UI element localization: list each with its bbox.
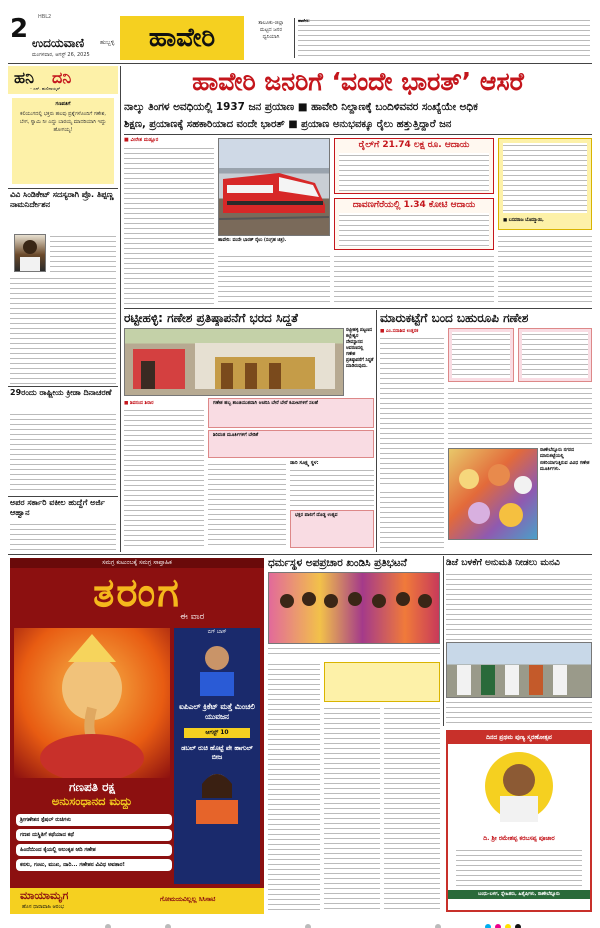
market-box-1 xyxy=(448,328,514,382)
cricket-line: ಐಪಿಎಲ್ ಕ್ರಿಕೆಟ್ ಮತ್ತೆ ಮಿಂಚಲಿ ಯುವಜನ xyxy=(179,702,255,721)
poem-text: ಕಲಿಯುಗದಲ್ಲಿ ಭಕ್ತರು ಹಲವು ಪ್ರಶ್ನೆಗಳೊಂದಿಗೆ ಗಣೇಶ, ಬೇಗ, ಸ್ವಾಮಿ ನೀ ಎದ್ದು ಬಾರಯ್ಯ ಮಾದರಿಯಾಗಿ ಇದ್ದು ಹೋಗಯ್ಯ! xyxy=(19,111,107,133)
poem-box xyxy=(12,98,114,184)
market-headline: ಮಾರುಕಟ್ಟೆಗೆ ಬಂದ ಬಹುರೂಪಿ ಗಣೇಶ xyxy=(380,311,529,325)
story1-text-b xyxy=(10,276,116,384)
taranga-title: ತರಂಗ xyxy=(93,570,181,616)
person-icon xyxy=(15,235,45,271)
quote-box xyxy=(498,138,592,230)
page-number: 2 xyxy=(10,16,29,42)
officials-icon xyxy=(447,643,591,697)
story1-text-a xyxy=(50,234,116,272)
ganesha-headline: ರಟ್ಟೀಹಳ್ಳಿ: ಗಣೇಶ ಪ್ರತಿಷ್ಠಾಪನೆಗೆ ಭರದ ಸಿದ್ಧತೆ xyxy=(124,311,298,325)
market-col-3 xyxy=(380,490,444,548)
ganesha-illustration xyxy=(14,628,170,778)
market-col-2 xyxy=(448,386,592,444)
market-box-2 xyxy=(518,328,592,382)
footer-left: ಮಾಯಾಮೃಗ xyxy=(20,889,69,902)
taranga-tagline: ಸಮಗ್ರ ಕುಟುಂಬಕ್ಕೆ ಸಮಗ್ರ ಸಾಪ್ತಾಹಿಕ xyxy=(10,558,264,568)
column-title-2: ದನಿ xyxy=(52,68,72,87)
person-photo xyxy=(14,234,46,272)
taranga-weekday: ಈ ವಾರ xyxy=(180,612,205,622)
taranga-footer xyxy=(10,888,264,914)
ganesha-byline: ■ ಶಿವನಂದ ಶಿರಾರ xyxy=(124,401,154,406)
bullet-1: ಶ್ರೀಗಣೇಶನ ಸ್ಪೆಷಲ್ ರುಚಿಗಳು xyxy=(16,814,172,826)
paper-suffix: ಹುಬ್ಬಳ್ಳಿ xyxy=(100,39,115,46)
ganesha-box-3 xyxy=(290,510,374,548)
story2-title: 29ರಂದು ರಾಷ್ಟ್ರೀಯ ಕ್ರೀಡಾ ದಿನಾಚರಣೆ xyxy=(10,388,112,397)
dj-photo xyxy=(446,642,592,698)
revenue-box-2 xyxy=(334,198,494,250)
protest-col-2 xyxy=(324,706,380,912)
ganesha-col-2 xyxy=(208,462,286,548)
edition-label: ಹಾವೇರಿ xyxy=(148,23,216,53)
sidebar xyxy=(8,66,118,552)
temple-photo xyxy=(124,328,344,396)
story3-text xyxy=(10,522,116,550)
bureau-line-2: ಮಟ್ಟದ ಜನರ xyxy=(260,27,282,33)
lead-col-1 xyxy=(124,146,214,306)
dj-headline: ಡಿಜೆ ಬಳಕೆಗೆ ಅನುಮತಿ ನೀಡಲು ಮನವಿ xyxy=(446,558,560,568)
taranga-side-panel xyxy=(174,628,260,884)
ganesha-subhead: ಡಾರಿ ಸೂಕ್ಷ್ಮ ಸ್ಥಳ: xyxy=(290,460,319,466)
ganesha-box-2 xyxy=(208,430,374,458)
ganesha-box-3-text: ಭಕ್ತರ ಪಾಲಿಗೆ ದೊಡ್ಡ ಉತ್ಸವ xyxy=(295,513,338,518)
top-blurb-text xyxy=(298,18,590,60)
masthead xyxy=(8,12,592,62)
market-byline: ■ ಎಂ.ಸದಾಶಿವ ಉತ್ತರಕ xyxy=(380,329,419,334)
cover-line-2: ಅನುಸಂಧಾನದ ಮದ್ದು xyxy=(51,794,133,808)
train-icon xyxy=(219,139,329,235)
taranga-ad xyxy=(10,558,264,914)
tribute-footer: ಬಂಧು-ಬಳಗ, ಸ್ನೇಹಿತರು, ಹಿತೈಷಿಗಳು, ರಾಣೇಬೆನ್ನೂರು xyxy=(448,890,590,899)
dj-col-1 xyxy=(446,572,592,640)
column-subtitle: ಗಣಪತಿಗೆ xyxy=(55,101,71,107)
footer-right: ಗೋಮಯವಿಲ್ಲಲ್ಲ ಸಿಸಿಸಾಟಿ xyxy=(160,895,216,903)
market-col-1 xyxy=(380,336,444,486)
protest-col-3 xyxy=(384,706,440,912)
train-photo xyxy=(218,138,330,236)
woman-icon xyxy=(174,764,260,824)
registration-marks xyxy=(8,916,592,924)
top-blurb-lead: ಹಾವೇರಿ: xyxy=(298,18,310,23)
edition-code: HBL2 xyxy=(38,14,52,20)
story2-text xyxy=(10,412,116,494)
tribute-portrait-icon xyxy=(448,744,590,830)
bureau-line-3: ಧ್ವನಿಯಾಗಿ xyxy=(262,34,280,40)
footer-left-sub: ಹೊಸ ಧಾರಾವಾಹಿ ಆರಂಭ xyxy=(22,904,65,910)
lead-byline: ■ ವೀರೇಶ ಮಡ್ಲೂರ xyxy=(124,137,159,143)
ganesha-box-1-text: ಗಣೇಶ ಹಬ್ಬ ಶಾಂತಿಯುತವಾಗಿ ಆಚರಿಸಿ ಬೇರೆ ಬೇರೆ ಕಮೀಟಿಗಳಿಗೆ ಸಲಹೆ xyxy=(213,401,318,406)
column-author: – ಎನ್. ಹುಲಿನಾಯ್ಕರ್ xyxy=(30,86,61,91)
ganesha-col-3 xyxy=(290,468,374,508)
bullet-2: ಗಣಪ ದುಸ್ಥಿತಿಗೆ ಕಥೆಯಾದ ಕಥೆ xyxy=(16,829,172,841)
idols-photo xyxy=(448,448,538,540)
bullet-3: ಹಿಂದೆಯಿಂದ ಕೈಯಲ್ಲಿ ಅಲಂಕೃತ ಆದಿ ಗಣೇಶ xyxy=(16,844,172,856)
ganesha-col-1 xyxy=(124,408,204,548)
cover-line-1: ಗಣಪತಿ ರಕ್ಷ xyxy=(68,780,116,794)
protest-photo xyxy=(268,572,440,644)
column-title-1: ಹನಿ xyxy=(14,68,34,87)
ganesha-icon xyxy=(14,628,170,778)
tribute-name: ದಿ. ಶ್ರೀ ರಮೇಶಪ್ಪ ಕರಬಸಪ್ಪ ಪೂಜಾರ xyxy=(483,835,555,842)
protest-col-1 xyxy=(268,662,320,912)
story3-title: ಅಪರ ಸರ್ಕಾರಿ ವಕೀಲ ಹುದ್ದೆಗೆ ಅರ್ಜಿ ಆಹ್ವಾನ xyxy=(10,498,105,517)
train-photo-caption: ಹಾವೇರಿ: ವಂದೇ ಭಾರತ್ ರೈಲು (ಸಂಗ್ರಹ ಚಿತ್ರ). xyxy=(218,238,287,243)
ganesha-idols-icon xyxy=(449,449,537,539)
recipe-line: ಡಬಲ್ ರುಚಿ ಹೊಟ್ಟೆ ಪೇ ಹಾಗುಲ್ ಬೀಜ xyxy=(181,744,253,761)
date-badge: ಆಗಸ್ಟ್ 10 xyxy=(184,728,250,738)
tribute-header: ದಿನದ ಪ್ರಥಮ ಪುಣ್ಯ ಸ್ಮರಣೋತ್ಸವ xyxy=(448,732,590,744)
temple-icon xyxy=(125,329,343,395)
crowd-icon xyxy=(269,573,439,643)
ganesha-box-2-text: ಶಿರಿವಂತ ಮೂರ್ತಿಗಳಿಗೆ ಬೇಡಿಕೆ xyxy=(213,433,259,438)
lead-deck-2: ಶಿಕ್ಷಣ, ಪ್ರಯಾಣಕ್ಕೆ ಸಹಕಾರಿಯಾದ ವಂದೇ ಭಾರತ್ ■ ಪ್ರಯಾಣ ಅನುಭವಕ್ಕೂ ರೈಲು ಹತ್ತುತ್ತಿದ್ದಾರೆ ಜನ xyxy=(124,119,452,130)
lead-col-4 xyxy=(498,234,592,306)
quote-author: ■ ಬಸವರಾಜ ಬೊಮ್ಮಾಯಿ, xyxy=(503,218,544,223)
side-header: ಬಿಗ್ ಬಾಸ್ xyxy=(207,629,227,635)
lead-deck-1: ನಾಲ್ಕು ತಿಂಗಳ ಅವಧಿಯಲ್ಲಿ 1937 ಜನ ಪ್ರಯಾಣ ■ ಹಾವೇರಿ ನಿಲ್ದಾಣಕ್ಕೆ ಬಂದಿಳಿವವರ ಸಂಖ್ಯೆಯೇ ಅಧಿಕ xyxy=(124,101,478,113)
protest-headline: ಧರ್ಮಸ್ಥಳ ಅಪಪ್ರಚಾರ ಖಂಡಿಸಿ ಪ್ರತಿಭಟನೆ xyxy=(268,557,407,569)
protest-box xyxy=(324,662,440,702)
cricketer-icon xyxy=(174,636,260,696)
bullet-4: ಕನಸು, ಗಂಟು, ಮುಖ, ದಾರಿ... ಗಣೇಶನ ವಿವಿಧ ಅವತಾರ! xyxy=(16,859,172,871)
lead-col-3 xyxy=(334,254,494,306)
temple-caption: ರಟ್ಟೀಹಳ್ಳಿ ಪಟ್ಟಣದ ಕಲ್ಲೇಶ್ವರ ದೇವಸ್ಥಾನದ ಆವರಣದಲ್ಲಿ ಗಣೇಶ ಪ್ರತಿಷ್ಠಾಪನೆಗೆ ಸಿದ್ಧತೆ ಮಾಡಿರುವುದು. xyxy=(346,328,374,369)
lead-headline: ಹಾವೇರಿ ಜನರಿಗೆ ‘ವಂದೇ ಭಾರತ್’ ಆಸರೆ xyxy=(192,67,524,96)
date-line: ಮಂಗಳವಾರ, ಆಗಸ್ಟ್ 26, 2025 xyxy=(32,52,90,58)
paper-name: ಉದಯವಾಣಿ xyxy=(32,36,85,50)
bureau-line-1: ತಾಲೂಕು-ಜಿಲ್ಲಾ xyxy=(258,20,284,26)
revenue-box-1-title: ರೈಲ್‌ಗೆ 21.74 ಲಕ್ಷ ರೂ. ಆದಾಯ xyxy=(358,140,470,150)
protest-caption xyxy=(268,646,440,658)
edition-banner xyxy=(120,16,244,60)
column-header xyxy=(8,66,118,94)
revenue-box-2-title: ದಾವಣಗೆರೆಯಲ್ಲಿ 1.34 ಕೋಟಿ ಆದಾಯ xyxy=(352,200,476,210)
tribute-ad xyxy=(446,730,592,912)
dj-caption xyxy=(446,700,592,724)
ganesha-box-1 xyxy=(208,398,374,428)
taranga-bullets xyxy=(16,814,172,871)
print-marks-icon xyxy=(8,923,592,928)
revenue-box-1 xyxy=(334,138,494,194)
idols-caption: ರಾಣೇಬೆನ್ನೂರು ನಗರದ ಮಾರುಕಟ್ಟೆಯಲ್ಲಿ ಬಿಕರಿಯಾಗುತ್ತಿರುವ ವಿವಿಧ ಗಣೇಶ ಮೂರ್ತಿಗಳು. xyxy=(540,448,590,473)
story1-title: ವಿವಿ ಸಿಂಡಿಕೇಟ್ ಸದಸ್ಯರಾಗಿ ಪ್ರೊ. ತಿಪ್ಪಣ್ಣ ನಾಮನಿರ್ದೇಶನ xyxy=(10,190,114,209)
lead-col-2 xyxy=(218,254,330,306)
